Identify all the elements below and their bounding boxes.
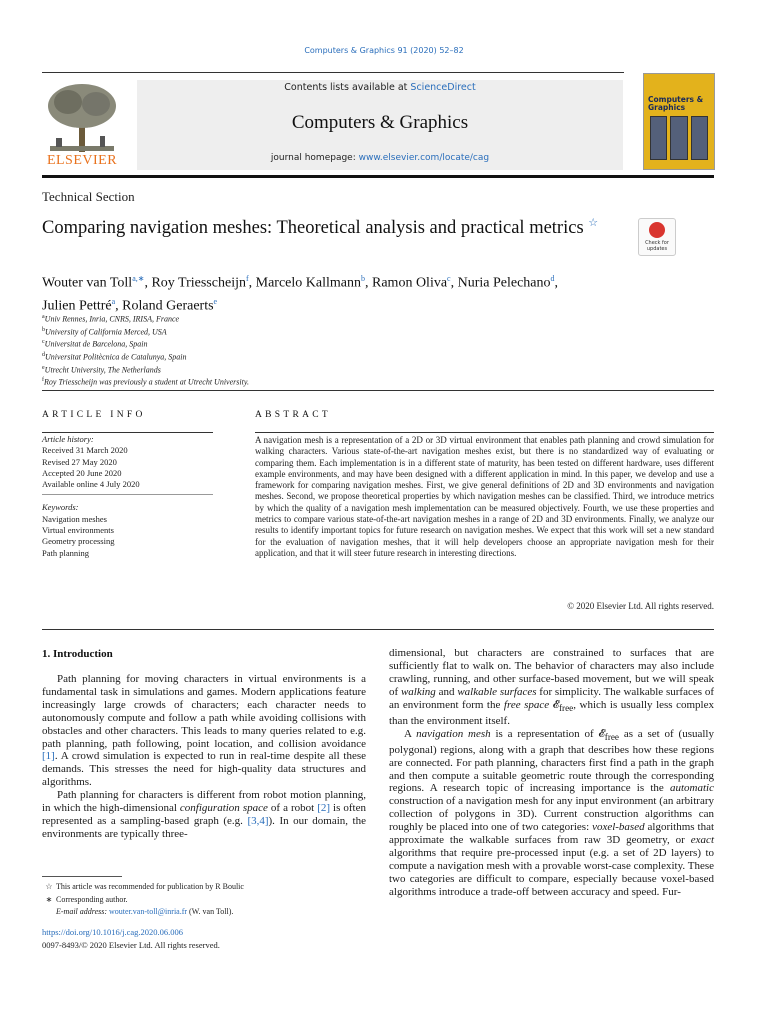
footnote: E-mail address: wouter.van-toll@inria.fr (W. van Toll). (56, 907, 234, 916)
sciencedirect-link[interactable]: ScienceDirect (410, 82, 476, 93)
footnote-rule (42, 876, 122, 877)
check-for-updates-label: Check for updates (645, 240, 669, 252)
affiliation-item: $^f$Roy Triesscheijn was previously a student at Utrecht University. (42, 377, 249, 387)
paragraph: Path planning for moving characters in virtual environments is a fundamental task in simulations and games. Modern applications feature increasingly large crowds of characters; each character needs to autonomously compute and follow a path while avoiding collisions with obstacles and other characters. This leads to many queries related to e.g. path planning, path following, point location, and collision avoidance [1]. A crowd simulation is expected to run in real-time despite all these demands. This stresses the need for high-quality data structures and algorithms. (42, 673, 366, 789)
journal-homepage-link[interactable]: www.elsevier.com/locate/cag (358, 153, 490, 163)
section-heading-introduction: 1. Introduction (42, 648, 113, 660)
affiliation-item: $^d$Universitat Politècnica de Catalunya, Spain (42, 351, 187, 362)
history-item: Available online 4 July 2020 (42, 479, 140, 490)
author-affiliation-mark[interactable]: b (361, 274, 365, 283)
article-info (42, 434, 213, 559)
paragraph: A navigation mesh is a representation of 𝓔$_{free}$ as a set of (usually polygonal) regions, along with a graph that describes how these regions are connected. For path planning, characters first find a path in the graph and then compute a suitable geometric route through the corresponding regions. A research topic of increasing importance is the automatic construction of a navigation mesh for any input environment (an arbitrary collection of polygons in 3D). Current construction algorithms can roughly be placed into one of two categories: voxel-based algorithms that approximate the walkable surfaces from raw 3D geometry, or exact algorithms that require pre-processed input (e.g. a set of 2D layers) to compute a navigation mesh with a provable worst-case complexity. These two categories are difficult to compare, especially because voxel-based algorithms introduce a trade-off between accuracy and speed. Fur- (389, 727, 715, 898)
paper-title: Comparing navigation meshes: Theoretical analysis and practical metrics ☆ (42, 217, 599, 239)
cover-title: Computers & Graphics (648, 95, 704, 112)
author[interactable]: Julien Pettré (42, 298, 112, 314)
divider (42, 432, 213, 433)
author-affiliation-mark[interactable]: d (550, 274, 555, 283)
body-column-left (42, 673, 366, 841)
author-list: Wouter van Toll$^{a,∗}$, Roy Triesscheijn$^f$, Marcelo Kallmann$^b$, Ramon Oliva$^c$, Nuria Pelechano$^d$, Julien Pettré$^a$, Roland Geraerts$^e$ (42, 274, 559, 314)
contents-line: Contents lists available at ScienceDirect (284, 82, 476, 93)
divider (42, 494, 213, 495)
check-for-updates-badge[interactable] (638, 218, 676, 256)
homepage-line: journal homepage: www.elsevier.com/locate/cag (270, 153, 490, 163)
journal-cover[interactable] (643, 73, 715, 170)
footnote: ☆ This article was recommended for publication by R Boulic (45, 882, 244, 891)
author[interactable]: Roland Geraerts (122, 298, 214, 314)
abstract-text: A navigation mesh is a representation of a 2D or 3D virtual environment that enables path planning and crowd simulation for walking characters. Various state-of-the-art navigation meshes exist, but there is no standardized way of evaluating or comparing them. Each implementation is in a different state of maturity, has been tested on different hardware, uses different example environments, and may have been designed with a different application in mind. In this paper, we develop and use a framework for comparing navigation meshes. First, we give general definitions of 2D and 3D environments and navigation meshes. Second, we propose theoretical properties by which navigation meshes can be classified. Third, we introduce metrics by which the quality of a navigation mesh implementation can be measured objectively. Fourth, we use these properties and metrics to compare various state-of-the-art navigation meshes in a range of 2D and 3D environments. Finally, we analyze our results to identify important topics for future research on navigation meshes. We expect that this work will set a new standard for the evaluation of navigation meshes, that it will help developers choose an appropriate navigation mesh for their application, and that it will steer future research in interesting directions. (255, 435, 714, 558)
crossmark-icon (649, 222, 665, 238)
keyword-item: Path planning (42, 547, 89, 558)
author-email-link[interactable]: wouter.van-toll@inria.fr (109, 907, 188, 916)
history-item: Revised 27 May 2020 (42, 456, 117, 467)
keywords-label: Keywords: (42, 502, 79, 513)
author-affiliation-mark[interactable]: a,∗ (132, 274, 145, 283)
journal-reference-link[interactable]: Computers & Graphics 91 (2020) 52–82 (304, 46, 464, 55)
elsevier-logo[interactable] (42, 80, 122, 170)
keyword-item: Virtual environments (42, 525, 114, 536)
citation-link[interactable]: [2] (317, 802, 331, 815)
copyright: © 2020 Elsevier Ltd. All rights reserved. (567, 601, 714, 611)
citation-link[interactable]: [3,4] (247, 814, 269, 827)
divider (255, 432, 714, 433)
author-affiliation-mark[interactable]: a (111, 296, 116, 306)
footnotes (42, 881, 244, 919)
paragraph: Path planning for characters is different from robot motion planning, in which the high-dimensional configuration space of a robot [2] is often represented as a sampling-based graph (e.g. [3,4]). In our domain, the environments are typically three- (42, 789, 366, 840)
divider (42, 390, 714, 391)
doi-block (42, 926, 220, 951)
author-affiliation-mark[interactable]: c (447, 274, 451, 283)
author-affiliation-mark[interactable]: f (245, 274, 249, 283)
abstract-heading: ABSTRACT (255, 410, 332, 420)
top-rule (42, 72, 624, 73)
header-divider (42, 175, 714, 178)
author[interactable]: Marcelo Kallmann (255, 275, 361, 291)
affiliation-item: $^c$Universitat de Barcelona, Spain (42, 339, 148, 349)
doi-link[interactable]: https://doi.org/10.1016/j.cag.2020.06.006 (42, 927, 184, 937)
author[interactable]: Roy Triesscheijn (151, 275, 246, 291)
affiliation-item: $^b$University of California Merced, USA (42, 326, 167, 337)
affiliation-list (42, 312, 249, 388)
author[interactable]: Ramon Oliva (372, 275, 448, 291)
affiliation-item: $^a$Univ Rennes, Inria, CNRS, IRISA, France (42, 314, 180, 324)
article-info-heading: ARTICLE INFO (42, 410, 146, 420)
section-type: Technical Section (42, 189, 135, 204)
author[interactable]: Nuria Pelechano (457, 275, 551, 291)
author[interactable]: Wouter van Toll (42, 275, 133, 291)
cover-images (650, 116, 708, 160)
history-label: Article history: (42, 434, 94, 444)
issn-line: 0097-8493/© 2020 Elsevier Ltd. All rights reserved. (42, 939, 220, 950)
journal-title: Computers & Graphics (291, 112, 469, 133)
affiliation-item: $^e$Utrecht University, The Netherlands (42, 364, 161, 375)
paragraph: dimensional, but characters are constrained to surfaces that are sufficiently flat to walk on. The behavior of characters may also include crawling, running, and other surface-based movement, but we will speak of walking and walkable surfaces for simplicity. The walkable surfaces of an environment form the free space 𝓔$_{free}$, which is usually less complex than the environment itself. (389, 647, 714, 727)
elsevier-wordmark: ELSEVIER (46, 153, 118, 168)
footnote: ∗ Corresponding author. (45, 894, 128, 904)
history-item: Accepted 20 June 2020 (42, 467, 122, 478)
keyword-item: Geometry processing (42, 536, 115, 547)
body-column-right (389, 647, 714, 899)
keyword-item: Navigation meshes (42, 513, 107, 524)
title-footnote-star[interactable]: ☆ (588, 217, 599, 229)
divider (42, 629, 714, 630)
author-affiliation-mark[interactable]: e (213, 296, 218, 306)
citation-link[interactable]: [1] (42, 750, 55, 763)
history-item: Received 31 March 2020 (42, 445, 128, 456)
